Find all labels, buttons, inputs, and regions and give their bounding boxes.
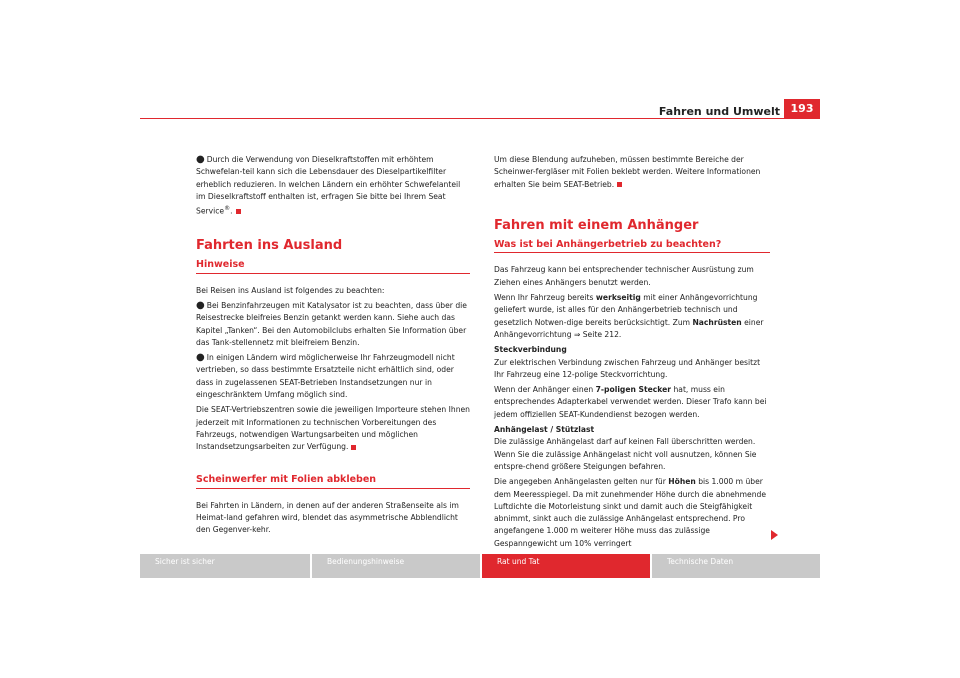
paragraph: Bei Reisen ins Ausland ist folgendes zu beachten: (196, 285, 385, 295)
left-column (196, 154, 470, 540)
paragraph: Die zulässige Anhängelast darf auf keinen Fall überschritten werden. Wenn Sie die zulässige Anhängelast nicht voll ausnutzen, können Sie entspre-chend größere Steigungen befahren. (494, 437, 757, 471)
bullet-icon: ● (196, 352, 205, 364)
paragraph: Bei Fahrten in Ländern, in denen auf der anderen Straßenseite als im Heimat-land gefahren wird, blendet das asymmetrische Abblendlicht den Gegenver-kehr. (196, 500, 459, 535)
subheading-scheinwerfer: Scheinwerfer mit Folien abkleben (196, 474, 470, 488)
bullet-icon: ● (196, 154, 205, 165)
paragraph: Die angegeben Anhängelasten gelten nur für Höhen bis 1.000 m über dem Meeresspiegel. Da mit zunehmender Höhe durch die abnehmende Luftdichte die Motorleistung sinkt und damit auch die Steigfähigkeit abnimmt, sinkt auch die zulässige Anhängelast entsprechend. Pro angefangene 1.000 m weiterer Höhe muss das zulässige Gespanngewicht um 10% verringert (494, 477, 766, 548)
section-end-icon (617, 182, 622, 187)
tab-technische-daten[interactable]: Technische Daten (652, 554, 820, 578)
tab-bedienungshinweise[interactable]: Bedienungshinweise (312, 554, 480, 578)
paragraph: Wenn der Anhänger einen 7-poligen Stecker hat, muss ein entsprechendes Adapterkabel verwendet werden. Dieser Trafo kann bei jedem offiziellen SEAT-Kundendienst bezogen werden. (494, 385, 767, 419)
intro-bullet: ● Durch die Verwendung von Dieselkraftstoffen mit erhöhtem Schwefelan-teil kann sich die Lebensdauer des Dieselpartikelfilter erheblich reduzieren. In welchen Ländern ein erhöhter Schwefelanteil im Dieselkraftstoff enthalten ist, erfragen Sie bitte bei Ihrem Seat Service®. (196, 154, 461, 216)
subheading-hinweise: Hinweise (196, 259, 470, 273)
section-heading-ausland: Fahrten ins Ausland (196, 238, 343, 254)
bullet-item: ● Bei Benzinfahrzeugen mit Katalysator ist zu beachten, dass über die Reisestrecke bleifreies Benzin getankt werden kann. Siehe auch das Kapitel „Tanken“. Bei den Automobilclubs erhalten Sie Information über das Tank-stellennetz mit bleifreiem Benzin. (196, 299, 467, 347)
bullet-item: ● In einigen Ländern wird möglicherweise Ihr Fahrzeugmodell nicht vertrieben, so dass bestimmte Ersatzteile nicht erhältlich sind, oder dass in zugelassenen SEAT-Betrieben Instandsetzungen nur in eingeschränktem Umfang möglich sind. (196, 352, 455, 399)
page-number: 193 (784, 99, 820, 119)
tab-rat-und-tat[interactable]: Rat und Tat (482, 554, 650, 578)
run-in-heading: Anhängelast / Stützlast (494, 425, 595, 435)
paragraph: Die SEAT-Vertriebszentren sowie die jeweiligen Importeure stehen Ihnen jederzeit mit Informationen zu technischen Vorbereitungen des Fahrzeugs, notwendigen Wartungsarbeiten und möglichen Instandsetzungsarbeiten zur Verfügung. (196, 405, 470, 452)
subheading-anhaengerbetrieb: Was ist bei Anhängerbetrieb zu beachten? (494, 239, 770, 253)
tab-sicher-ist-sicher[interactable]: Sicher ist sicher (140, 554, 310, 578)
bullet-icon: ● (196, 299, 205, 311)
paragraph: Das Fahrzeug kann bei entsprechender technischer Ausrüstung zum Ziehen eines Anhängers benutzt werden. (494, 265, 754, 287)
section-heading-anhaenger: Fahren mit einem Anhänger (494, 217, 699, 233)
paragraph (494, 344, 770, 356)
paragraph: Zur elektrischen Verbindung zwischen Fahrzeug und Anhänger besitzt Ihr Fahrzeug eine 12-polige Steckvorrichtung. (494, 357, 761, 379)
paragraph: Um diese Blendung aufzuheben, müssen bestimmte Bereiche der Scheinwer-fergläser mit Folien beklebt werden. Weitere Informationen erhalten Sie beim SEAT-Betrieb. (494, 155, 761, 189)
paragraph: Wenn Ihr Fahrzeug bereits werkseitig mit einer Anhängevorrichtung geliefert wurde, ist alles für den Anhängerbetrieb technisch und gesetzlich Notwen-dige bereits berücksichtigt. Zum Nachrüsten einer Anhängevorrichtung ⇒ Seite 212. (494, 293, 764, 339)
header-title: Fahren und Umwelt (658, 105, 780, 118)
run-in-heading: Steckverbindung (494, 345, 567, 355)
paragraph (494, 424, 770, 436)
section-end-icon (351, 445, 356, 450)
footer-nav (140, 554, 820, 578)
header-rule (140, 118, 820, 119)
right-column (494, 154, 770, 553)
continue-arrow-icon (771, 530, 778, 540)
section-end-icon (236, 209, 241, 214)
